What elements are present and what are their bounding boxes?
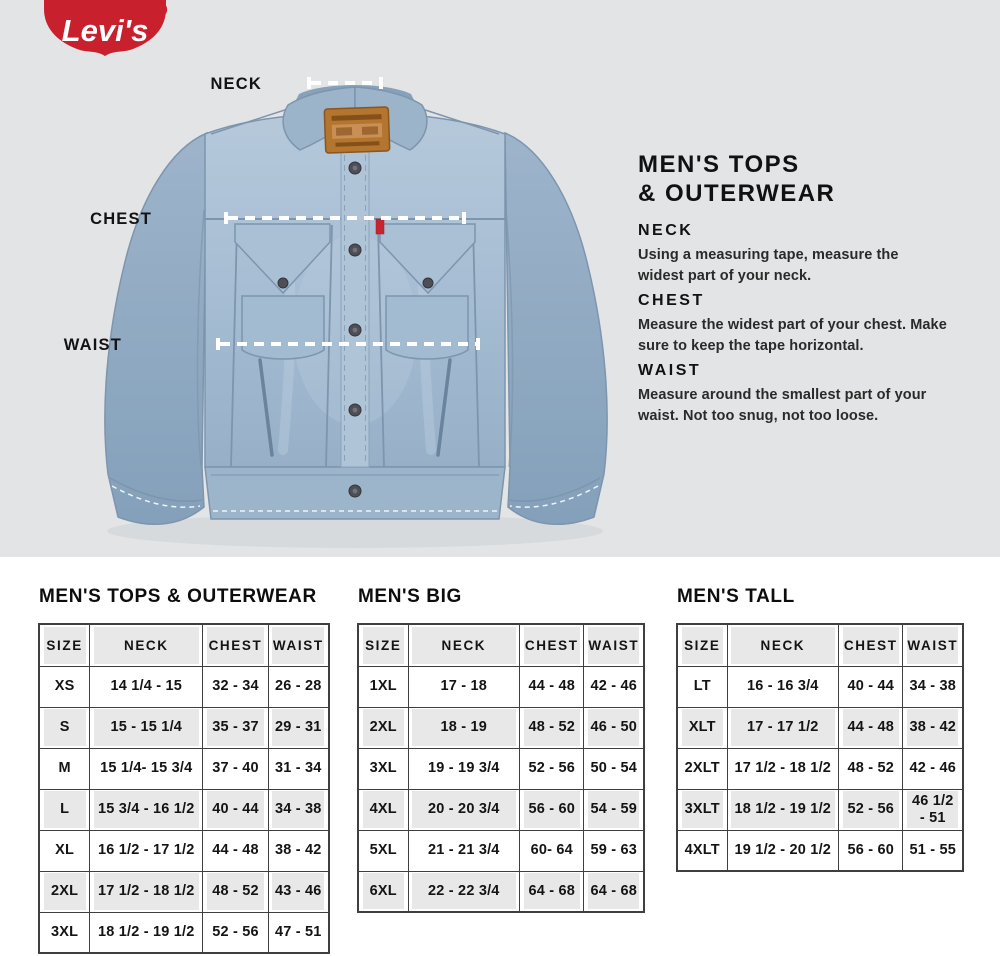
guide-title <box>638 150 990 208</box>
range-cell: 17 1/2 - 18 1/2 <box>90 871 203 912</box>
mens-tops-outerwear-table <box>38 623 330 954</box>
column-header-chest: CHEST <box>520 624 584 666</box>
size-cell: L <box>39 789 90 830</box>
range-cell: 14 1/4 - 15 <box>90 666 203 707</box>
range-cell: 26 - 28 <box>268 666 329 707</box>
column-header-waist: WAIST <box>903 624 963 666</box>
range-cell: 15 - 15 1/4 <box>90 707 203 748</box>
size-cell: S <box>39 707 90 748</box>
guide-neck-text-line2: widest part of your neck. <box>638 268 812 284</box>
measuring-guide <box>638 150 990 430</box>
range-cell: 19 1/2 - 20 1/2 <box>727 830 839 871</box>
range-cell: 16 - 16 3/4 <box>727 666 839 707</box>
size-tables-section <box>0 557 1000 956</box>
column-header-chest: CHEST <box>203 624 268 666</box>
table-row <box>677 748 963 789</box>
chest-measurement-line <box>224 212 466 224</box>
table-row <box>677 830 963 871</box>
left-sleeve <box>105 133 207 524</box>
range-cell: 29 - 31 <box>268 707 329 748</box>
guide-chest-text-line2: sure to keep the tape horizontal. <box>638 338 864 354</box>
size-cell: 3XL <box>358 748 408 789</box>
guide-chest-heading: CHEST <box>638 292 705 309</box>
size-cell: XLT <box>677 707 727 748</box>
size-cell: 2XL <box>358 707 408 748</box>
range-cell: 32 - 34 <box>203 666 268 707</box>
range-cell: 38 - 42 <box>268 830 329 871</box>
mens-big-table <box>357 623 645 913</box>
size-cell: 1XL <box>358 666 408 707</box>
table-row <box>39 748 329 789</box>
table-row <box>358 789 644 830</box>
range-cell: 44 - 48 <box>520 666 584 707</box>
range-cell: 60- 64 <box>520 830 584 871</box>
column-header-neck: NECK <box>408 624 520 666</box>
levis-logo-text: Levi's <box>61 13 149 48</box>
levis-leather-patch <box>324 107 389 153</box>
table-row <box>39 912 329 953</box>
neck-label: NECK <box>210 75 262 93</box>
size-cell: 5XL <box>358 830 408 871</box>
guide-waist-text-line1: Measure around the smallest part of your <box>638 387 927 403</box>
size-cell: XS <box>39 666 90 707</box>
column-header-waist: WAIST <box>584 624 644 666</box>
table-row <box>358 748 644 789</box>
size-cell: 3XL <box>39 912 90 953</box>
range-cell: 17 - 17 1/2 <box>727 707 839 748</box>
range-cell: 52 - 56 <box>839 789 903 830</box>
size-cell: M <box>39 748 90 789</box>
range-cell: 15 1/4- 15 3/4 <box>90 748 203 789</box>
column-header-chest: CHEST <box>839 624 903 666</box>
guide-section-waist <box>638 362 990 427</box>
size-cell: 2XL <box>39 871 90 912</box>
range-cell: 18 1/2 - 19 1/2 <box>90 912 203 953</box>
guide-section-chest <box>638 292 990 357</box>
range-cell: 46 1/2 - 51 <box>903 789 963 830</box>
range-cell: 35 - 37 <box>203 707 268 748</box>
table-row <box>39 707 329 748</box>
table-row <box>677 666 963 707</box>
size-table-mens-big <box>357 586 645 913</box>
size-table-mens-tall <box>676 586 964 872</box>
size-cell: LT <box>677 666 727 707</box>
table-row <box>39 871 329 912</box>
column-header-waist: WAIST <box>268 624 329 666</box>
range-cell: 51 - 55 <box>903 830 963 871</box>
range-cell: 18 - 19 <box>408 707 520 748</box>
guide-title-line2: & OUTERWEAR <box>638 180 836 207</box>
right-sleeve <box>505 133 607 524</box>
size-cell: 2XLT <box>677 748 727 789</box>
registered-trademark-icon: ® <box>152 0 168 22</box>
table-row <box>39 789 329 830</box>
denim-jacket-photo <box>85 30 630 565</box>
range-cell: 48 - 52 <box>203 871 268 912</box>
range-cell: 50 - 54 <box>584 748 644 789</box>
column-header-neck: NECK <box>727 624 839 666</box>
range-cell: 56 - 60 <box>839 830 903 871</box>
size-table-mens-tops-outerwear <box>38 586 330 954</box>
guide-section-neck <box>638 222 990 287</box>
range-cell: 48 - 52 <box>839 748 903 789</box>
header-row <box>358 624 644 666</box>
range-cell: 64 - 68 <box>584 871 644 912</box>
range-cell: 17 - 18 <box>408 666 520 707</box>
table-row <box>358 830 644 871</box>
column-header-size: SIZE <box>677 624 727 666</box>
range-cell: 34 - 38 <box>268 789 329 830</box>
range-cell: 18 1/2 - 19 1/2 <box>727 789 839 830</box>
guide-neck-text-line1: Using a measuring tape, measure the <box>638 247 899 263</box>
size-cell: 3XLT <box>677 789 727 830</box>
range-cell: 21 - 21 3/4 <box>408 830 520 871</box>
range-cell: 16 1/2 - 17 1/2 <box>90 830 203 871</box>
range-cell: 42 - 46 <box>584 666 644 707</box>
mens-tall-table <box>676 623 964 872</box>
range-cell: 22 - 22 3/4 <box>408 871 520 912</box>
guide-waist-text-line2: waist. Not too snug, not too loose. <box>638 408 879 424</box>
header-row <box>39 624 329 666</box>
range-cell: 20 - 20 3/4 <box>408 789 520 830</box>
range-cell: 37 - 40 <box>203 748 268 789</box>
guide-chest-text-line1: Measure the widest part of your chest. Make <box>638 317 947 333</box>
table-title: MEN'S BIG <box>358 586 462 607</box>
guide-waist-heading: WAIST <box>638 362 702 379</box>
size-cell: XL <box>39 830 90 871</box>
range-cell: 64 - 68 <box>520 871 584 912</box>
column-header-neck: NECK <box>90 624 203 666</box>
range-cell: 54 - 59 <box>584 789 644 830</box>
range-cell: 15 3/4 - 16 1/2 <box>90 789 203 830</box>
range-cell: 59 - 63 <box>584 830 644 871</box>
range-cell: 31 - 34 <box>268 748 329 789</box>
chest-label: CHEST <box>90 210 152 228</box>
table-title: MEN'S TOPS & OUTERWEAR <box>39 586 317 607</box>
range-cell: 47 - 51 <box>268 912 329 953</box>
table-row <box>39 666 329 707</box>
size-cell: 6XL <box>358 871 408 912</box>
range-cell: 38 - 42 <box>903 707 963 748</box>
range-cell: 48 - 52 <box>520 707 584 748</box>
waist-label: WAIST <box>63 336 122 354</box>
table-row <box>677 707 963 748</box>
range-cell: 43 - 46 <box>268 871 329 912</box>
range-cell: 56 - 60 <box>520 789 584 830</box>
header-row <box>677 624 963 666</box>
table-row <box>39 830 329 871</box>
range-cell: 42 - 46 <box>903 748 963 789</box>
table-row <box>677 789 963 830</box>
table-title: MEN'S TALL <box>677 586 795 607</box>
column-header-size: SIZE <box>358 624 408 666</box>
neck-measurement-line <box>307 77 383 89</box>
table-row <box>358 666 644 707</box>
guide-title-line1: MEN'S TOPS <box>638 151 800 178</box>
guide-neck-heading: NECK <box>638 222 694 239</box>
table-row <box>358 707 644 748</box>
range-cell: 44 - 48 <box>203 830 268 871</box>
range-cell: 34 - 38 <box>903 666 963 707</box>
range-cell: 17 1/2 - 18 1/2 <box>727 748 839 789</box>
range-cell: 44 - 48 <box>839 707 903 748</box>
table-row <box>358 871 644 912</box>
range-cell: 40 - 44 <box>839 666 903 707</box>
size-cell: 4XLT <box>677 830 727 871</box>
range-cell: 46 - 50 <box>584 707 644 748</box>
size-cell: 4XL <box>358 789 408 830</box>
range-cell: 52 - 56 <box>520 748 584 789</box>
range-cell: 40 - 44 <box>203 789 268 830</box>
range-cell: 52 - 56 <box>203 912 268 953</box>
column-header-size: SIZE <box>39 624 90 666</box>
range-cell: 19 - 19 3/4 <box>408 748 520 789</box>
waist-measurement-line <box>216 338 480 350</box>
